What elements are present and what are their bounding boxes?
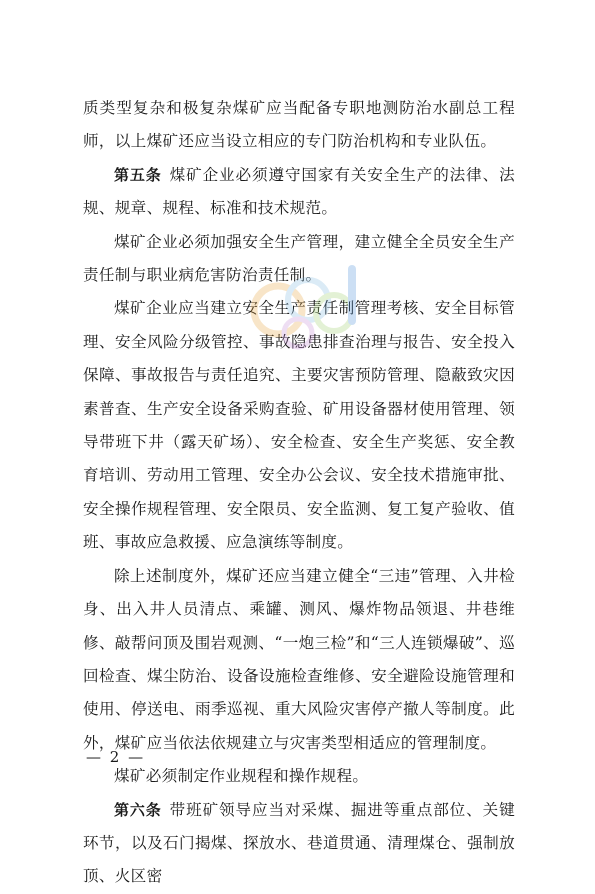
- paragraph-text: 煤矿企业应当建立安全生产责任制管理考核、安全目标管理、安全风险分级管控、事故隐患排查治理与报告、安全投入保障、事故报告与责任追究、主要灾害预防管理、隐蔽致灾因素普查、生产安全设备采购查验、矿用设备器材使用管理、领导带班下井（露天矿场）、安全检查、安全生产奖惩、安全教育培训、劳动用工管理、安全办公会议、安全技术措施审批、安全操作规程管理、安全限员、安全监测、复工复产验收、值班、事故应急救援、应急演练等制度。: [83, 299, 515, 552]
- article-5-paragraph: [83, 159, 515, 226]
- paragraph-text: 除上述制度外，煤矿还应当建立健全“三违”管理、入井检身、出入井人员清点、乘罐、测风、爆炸物品领退、井巷维修、敲帮问顶及围岩观测、“一炮三检”和“三人连锁爆破”、巡回检查、煤尘防治、设备设施检查维修、安全避险设施管理和使用、停送电、雨季巡视、重大风险灾害停产撤人等制度。此外，煤矿应当依法依规建立与灾害类型相适应的管理制度。: [83, 566, 515, 752]
- paragraph-text: 煤矿必须制定作业规程和操作规程。: [114, 767, 369, 786]
- article-label: 第五条: [114, 165, 162, 184]
- article-6-paragraph: [83, 794, 515, 894]
- paragraph-6: [83, 760, 515, 793]
- paragraph-text: 带班矿领导应当对采煤、掘进等重点部位、关键环节，以及石门揭煤、探放水、巷道贯通、清理煤仓、强制放顶、火区密: [83, 800, 515, 886]
- paragraph-5: [83, 560, 515, 760]
- paragraph-1: [83, 92, 515, 159]
- paragraph-text: 煤矿企业必须加强安全生产管理，建立健全全员安全生产责任制与职业病危害防治责任制。: [83, 232, 515, 285]
- body-text: [83, 92, 515, 894]
- paragraph-3: [83, 226, 515, 293]
- paragraph-text: 质类型复杂和极复杂煤矿应当配备专职地测防治水副总工程师，以上煤矿还应当设立相应的专门防治机构和专业队伍。: [83, 99, 515, 151]
- page-number: — 2 —: [86, 748, 146, 766]
- paragraph-text: 煤矿企业必须遵守国家有关安全生产的法律、法规、规章、规程、标准和技术规范。: [83, 165, 515, 218]
- article-label: 第六条: [114, 800, 162, 819]
- paragraph-4: [83, 292, 515, 559]
